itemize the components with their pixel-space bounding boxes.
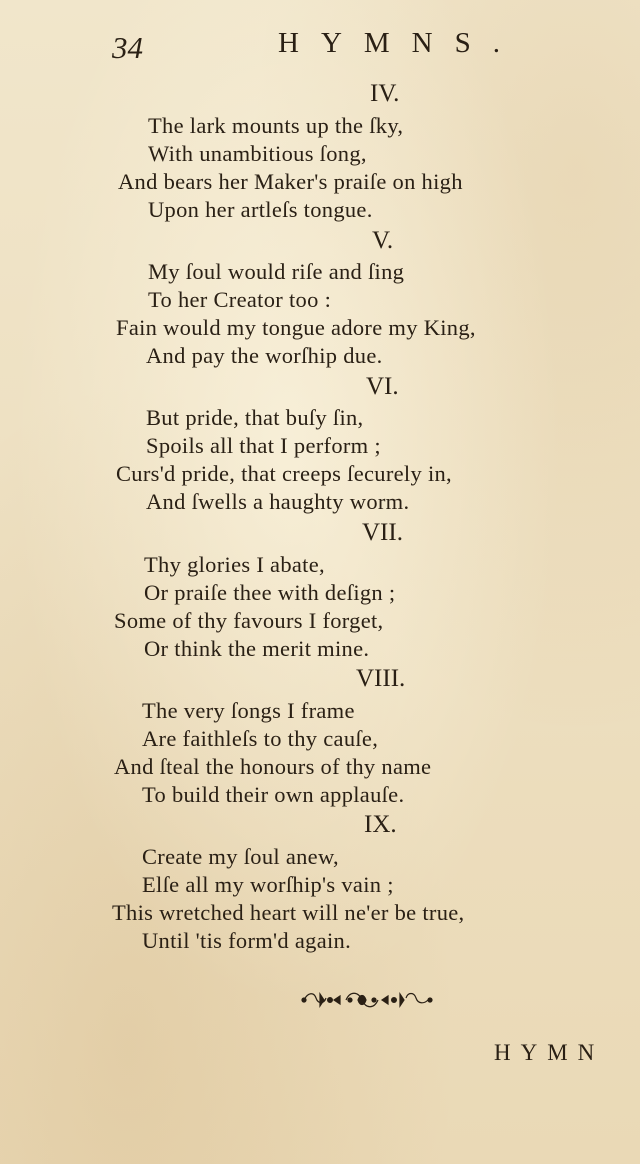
- catchword: HYMN: [494, 1040, 605, 1065]
- verse-line: And ſteal the honours of thy name: [114, 754, 432, 779]
- verse-line: The lark mounts up the ſky,: [148, 113, 404, 138]
- verse-line: Elſe all my worſhip's vain ;: [142, 872, 394, 897]
- verse-line: Spoils all that I perform ;: [146, 433, 381, 458]
- verse-line: My ſoul would riſe and ſing: [148, 259, 405, 284]
- stanza-number: IX.: [364, 811, 397, 838]
- verse-line: Fain would my tongue adore my King,: [116, 315, 476, 340]
- stanza-number: VI.: [366, 373, 399, 400]
- verse-line: Some of thy favours I forget,: [114, 608, 384, 633]
- verse-line: And pay the worſhip due.: [146, 343, 383, 368]
- verse-line: And ſwells a haughty worm.: [146, 489, 410, 514]
- running-title: HYMNS.: [278, 27, 522, 59]
- verse-line: Upon her artleſs tongue.: [148, 197, 373, 222]
- verse-line: To build their own applauſe.: [142, 782, 405, 807]
- printers-ornament-icon: [300, 988, 434, 1012]
- verse-line: With unambitious ſong,: [148, 141, 367, 166]
- verse-line: The very ſongs I frame: [142, 698, 355, 723]
- verse-line: Create my ſoul anew,: [142, 844, 339, 869]
- verse-line: Thy glories I abate,: [144, 552, 325, 577]
- stanza-number: V.: [372, 227, 394, 254]
- verse-line: This wretched heart will ne'er be true,: [112, 900, 465, 925]
- stanza-number: IV.: [370, 80, 400, 107]
- verse-line: And bears her Maker's praiſe on high: [118, 169, 463, 194]
- verse-line: Are faithleſs to thy cauſe,: [142, 726, 379, 751]
- verse-line: Until 'tis form'd again.: [142, 928, 352, 953]
- verse-line: To her Creator too :: [148, 287, 332, 312]
- verse-line: Or think the merit mine.: [144, 636, 370, 661]
- stanza-number: VIII.: [356, 665, 406, 692]
- verse-line: But pride, that buſy ſin,: [146, 405, 364, 430]
- stanza-number: VII.: [362, 519, 403, 546]
- verse-line: Or praiſe thee with deſign ;: [144, 580, 396, 605]
- verse-line: Curs'd pride, that creeps ſecurely in,: [116, 461, 452, 486]
- page-number: 34: [112, 30, 143, 65]
